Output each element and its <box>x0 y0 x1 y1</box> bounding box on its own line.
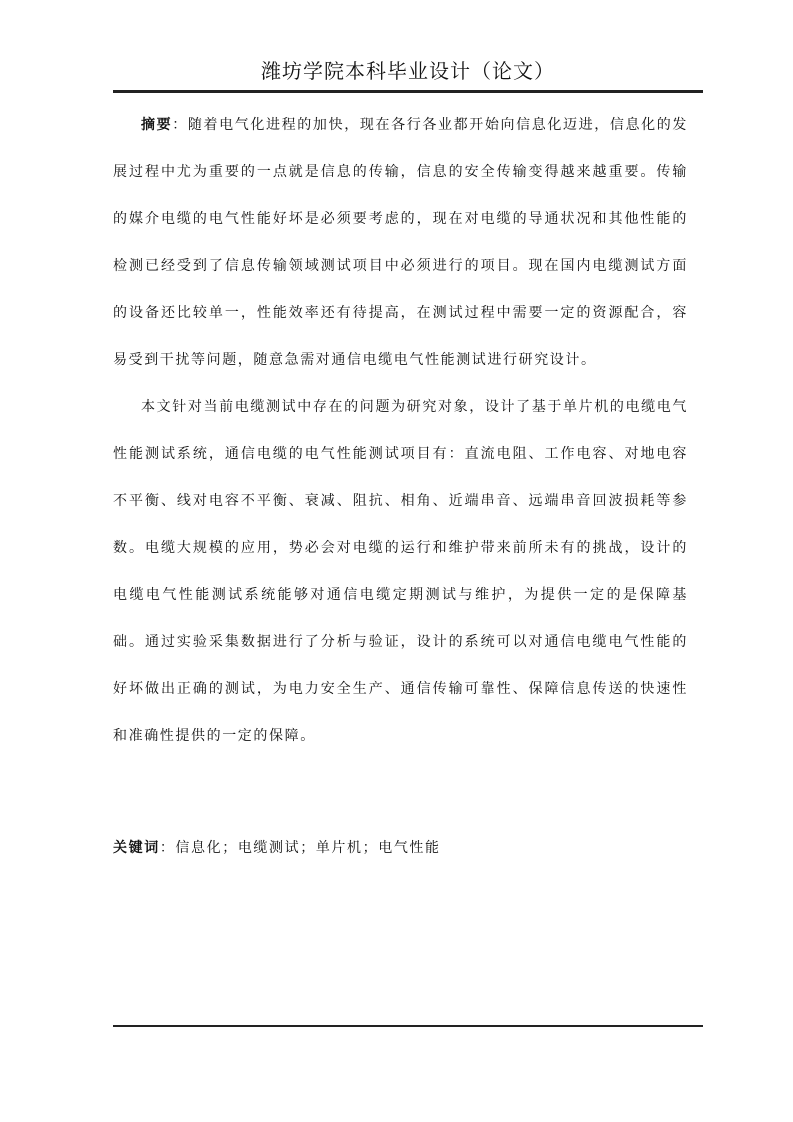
page-header <box>113 52 703 92</box>
keywords-list: 信息化；电缆测试；单片机；电气性能 <box>175 840 441 856</box>
header-title: 潍坊学院本科毕业设计（论文） <box>261 59 555 83</box>
keywords-section <box>113 834 688 862</box>
abstract-paragraph-1-text: 随着电气化进程的加快，现在各行各业都开始向信息化迈进，信息化的发展过程中尤为重要的一点就是信息的传输，信息的安全传输变得越来越重要。传输的媒介电缆的电气性能好坏是必须要考虑的，现在对电缆的导通状况和其他性能的检测已经受到了信息传输领域测试项目中必须进行的项目。现在国内电缆测试方面的设备还比较单一，性能效率还有待提高，在测试过程中需要一定的资源配合，容易受到干扰等问题，随意急需对通信电缆电气性能测试进行研究设计。 <box>113 117 689 368</box>
header-divider <box>113 92 703 93</box>
keywords-label: 关键词 <box>113 840 160 856</box>
abstract-section <box>113 102 688 760</box>
abstract-paragraph-2 <box>113 384 688 760</box>
footer-divider <box>113 1025 703 1027</box>
abstract-label: 摘要 <box>141 117 173 133</box>
keywords-label-separator: ： <box>159 840 176 856</box>
abstract-label-separator: ： <box>172 117 188 133</box>
abstract-paragraph-1 <box>113 102 688 384</box>
abstract-paragraph-2-text: 本文针对当前电缆测试中存在的问题为研究对象，设计了基于单片机的电缆电气性能测试系统，通信电缆的电气性能测试项目有：直流电阻、工作电容、对地电容不平衡、线对电容不平衡、衰减、阻抗、相角、近端串音、远端串音回波损耗等参数。电缆大规模的应用，势必会对电缆的运行和维护带来前所未有的挑战，设计的电缆电气性能测试系统能够对通信电缆定期测试与维护，为提供一定的是保障基础。通过实验采集数据进行了分析与验证，设计的系统可以对通信电缆电气性能的好坏做出正确的测试，为电力安全生产、通信传输可靠性、保障信息传送的快速性和准确性提供的一定的保障。 <box>113 399 688 744</box>
